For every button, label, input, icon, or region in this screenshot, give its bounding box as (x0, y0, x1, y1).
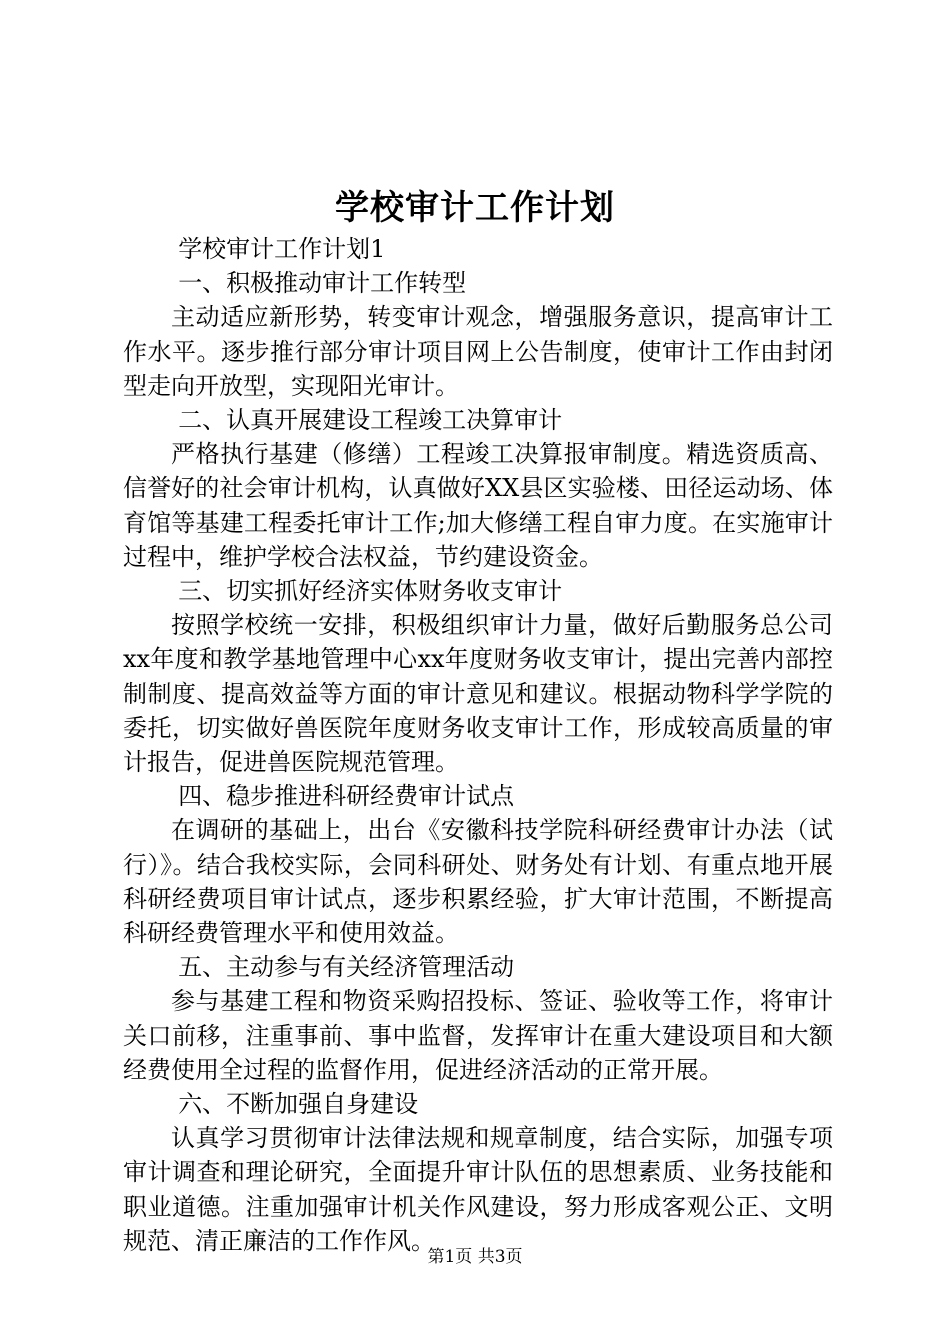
section-heading: 二、认真开展建设工程竣工决算审计 (178, 406, 563, 435)
section-heading: 三、切实抓好经济实体财务收支审计 (178, 577, 563, 606)
body-paragraph: 严格执行基建（修缮）工程竣工决算报审制度。精选资质高、信誉好的社会审计机构，认真做好XX县区实验楼、田径运动场、体育馆等基建工程委托审计工作;加大修缮工程自审力度。在实施审计过程中，维护学校合法权益，节约建设资金。 (123, 440, 833, 571)
section-heading: 一、积极推动审计工作转型 (178, 269, 467, 298)
body-paragraph: 按照学校统一安排，积极组织审计力量，做好后勤服务总公司xx年度和教学基地管理中心xx年度财务收支审计，提出完善内部控制制度、提高效益等方面的审计意见和建议。根据动物科学学院的委托，切实做好兽医院年度财务收支审计工作，形成较高质量的审计报告，促进兽医院规范管理。 (123, 611, 833, 777)
page-footer: 第1页 共3页 (427, 1247, 523, 1267)
body-paragraph: 在调研的基础上，出台《安徽科技学院科研经费审计办法（试行）》。结合我校实际，会同科研处、财务处有计划、有重点地开展科研经费项目审计试点，逐步积累经验，扩大审计范围，不断提高科研经费管理水平和使用效益。 (123, 816, 833, 948)
section-heading: 四、稳步推进科研经费审计试点 (178, 782, 515, 811)
document-title: 学校审计工作计划 (335, 188, 615, 228)
document-body (123, 232, 833, 1258)
section-heading: 学校审计工作计划1 (178, 235, 386, 263)
body-paragraph: 主动适应新形势，转变审计观念，增强服务意识，提高审计工作水平。逐步推行部分审计项目网上公告制度，使审计工作由封闭型走向开放型，实现阳光审计。 (123, 303, 833, 400)
body-paragraph: 认真学习贯彻审计法律法规和规章制度，结合实际，加强专项审计调查和理论研究，全面提升审计队伍的思想素质、业务技能和职业道德。注重加强审计机关作风建设，努力形成客观公正、文明规范、清正廉洁的工作作风。 (123, 1124, 833, 1255)
section-heading: 六、不断加强自身建设 (178, 1090, 419, 1119)
body-paragraph: 参与基建工程和物资采购招投标、签证、验收等工作，将审计关口前移，注重事前、事中监督，发挥审计在重大建设项目和大额经费使用全过程的监督作用，促进经济活动的正常开展。 (123, 987, 833, 1084)
section-heading: 五、主动参与有关经济管理活动 (178, 953, 515, 982)
